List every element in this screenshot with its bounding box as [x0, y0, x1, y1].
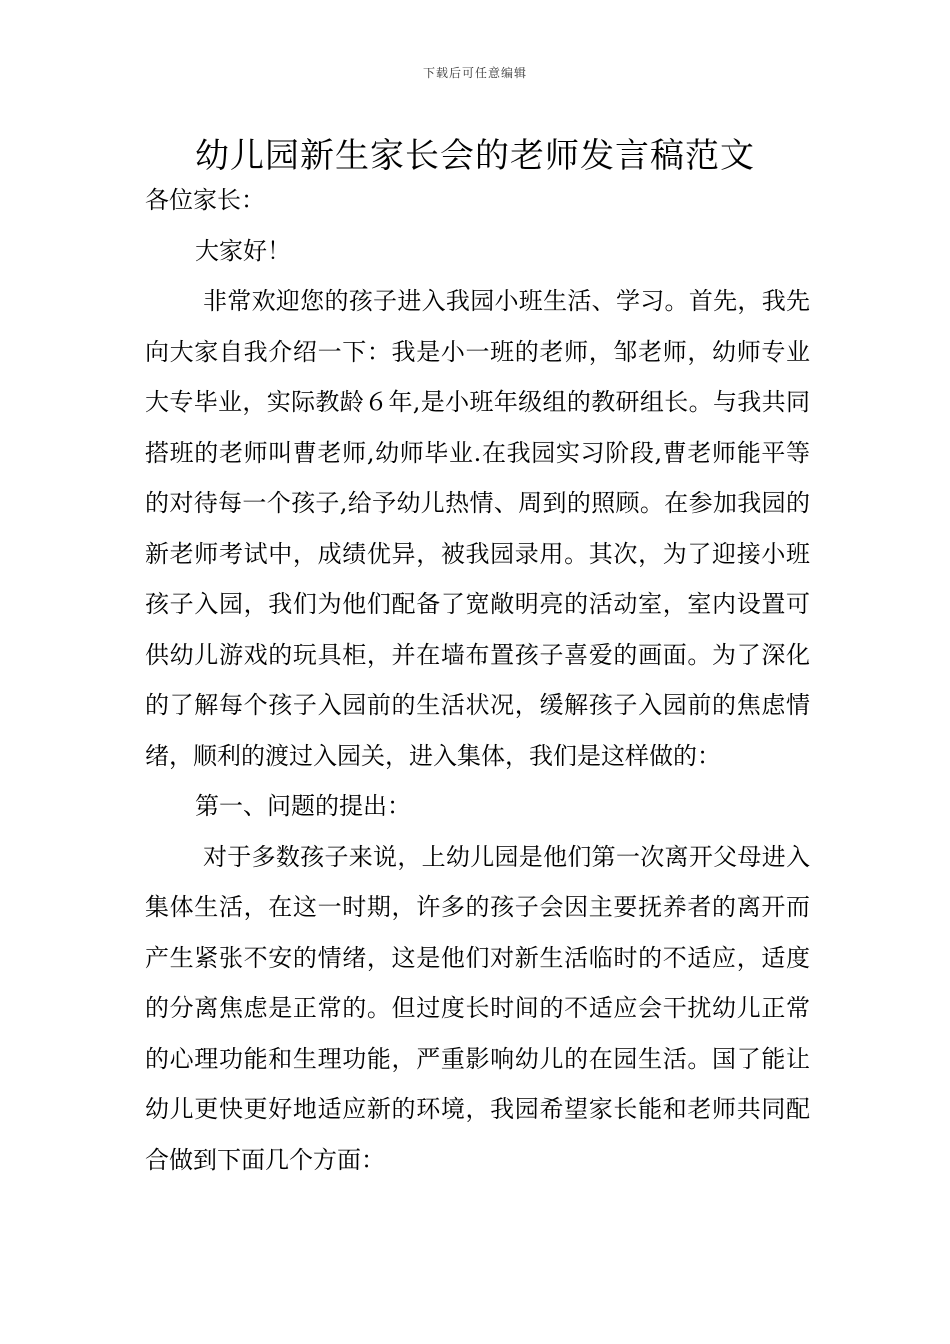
document-title: 幼儿园新生家长会的老师发言稿范文 [195, 136, 755, 176]
paragraph-problem: 对于多数孩子来说，上幼儿园是他们第一次离开父母进入集体生活，在这一时期，许多的孩子会因主要抚养者的离开而产生紧张不安的情绪，这是他们对新生活临时的不适应，适度的分离焦虑是正常的。但过度长时间的不适应会干扰幼儿正常的心理功能和生理功能，严重影响幼儿的在园生活。国了能让幼儿更快更好地适应新的环境，我园希望家长能和老师共同配合做到下面几个方面： [145, 842, 810, 1174]
greeting: 大家好！ [195, 236, 291, 265]
salutation: 各位家长： [145, 186, 265, 214]
document-body [145, 175, 810, 1185]
header-note: 下载后可任意编辑 [422, 66, 527, 80]
section-heading: 第一、问题的提出： [195, 792, 411, 820]
paragraph-introduction: 非常欢迎您的孩子进入我园小班生活、学习。首先，我先向大家自我介绍一下：我是小一班的老师，邹老师，幼师专业大专毕业，实际教龄６年,是小班年级组的教研组长。与我共同搭班的老师叫曹老师,幼师毕业.在我园实习阶段,曹老师能平等的对待每一个孩子,给予幼儿热情、周到的照顾。在参加我园的新老师考试中，成绩优异，被我园录用。其次，为了迎接小班孩子入园，我们为他们配备了宽敞明亮的活动室，室内设置可供幼儿游戏的玩具柜，并在墙布置孩子喜爱的画面。为了深化的了解每个孩子入园前的生活状况，缓解孩子入园前的焦虑情绪，顺利的渡过入园关，进入集体，我们是这样做的： [145, 287, 810, 770]
